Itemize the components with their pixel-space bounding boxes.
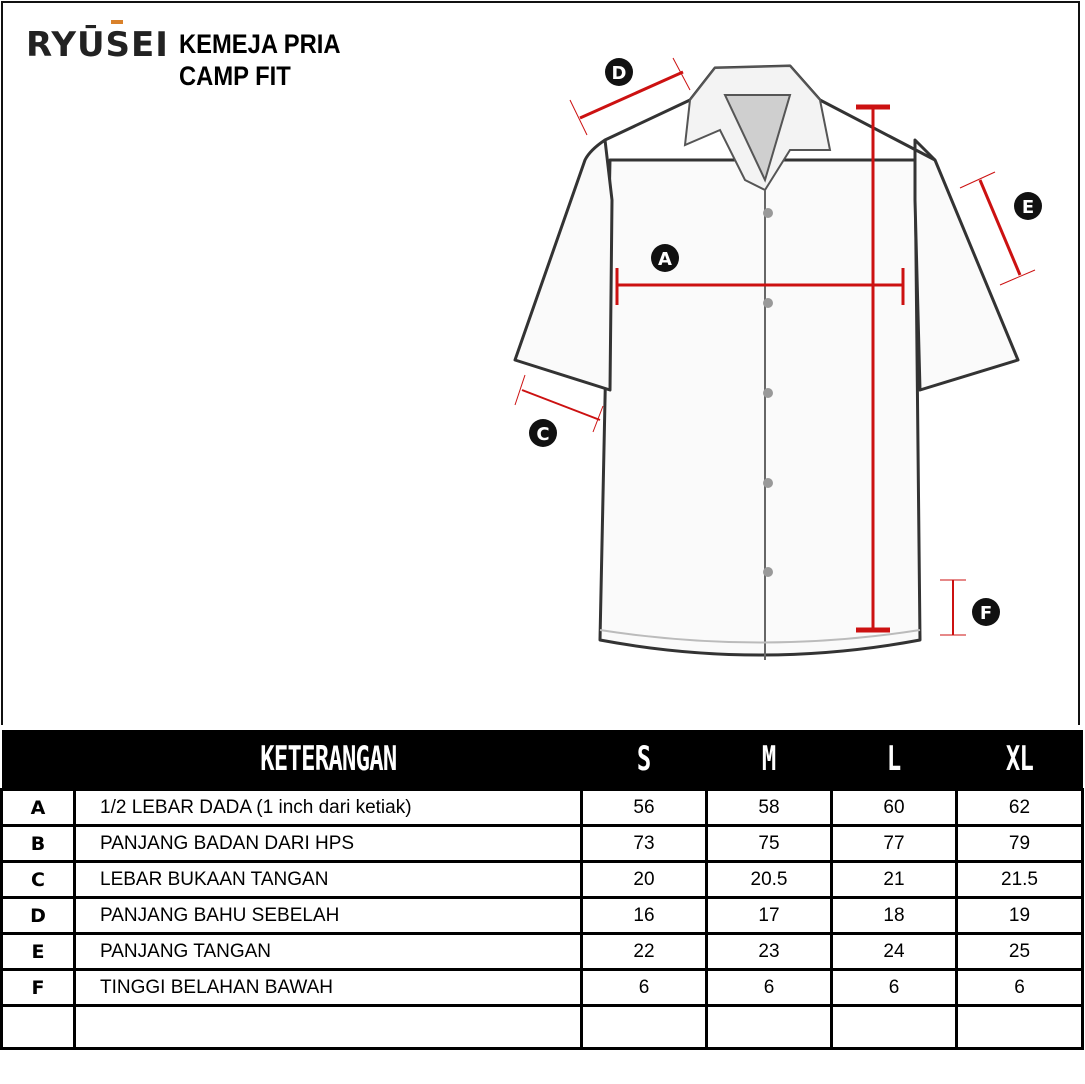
value-xl: 6: [957, 970, 1083, 1006]
brand-logo: [26, 25, 169, 65]
value-l: 6: [832, 970, 957, 1006]
logo-text: RYŪSEI: [26, 25, 169, 65]
header-size-xl: XL: [957, 730, 1083, 790]
table-row: [2, 826, 1083, 862]
value-s: 56: [582, 790, 707, 826]
badge-a: [651, 244, 679, 272]
value-m: [707, 1006, 832, 1049]
row-code: E: [2, 934, 75, 970]
value-l: [832, 1006, 957, 1049]
size-chart-table: [0, 730, 1084, 1050]
table-row: [2, 790, 1083, 826]
logo-accent-bar: [111, 20, 123, 24]
badge-d: [605, 58, 633, 86]
value-xl: 25: [957, 934, 1083, 970]
title-line-1: KEMEJA PRIA: [179, 29, 341, 59]
badge-c: [529, 419, 557, 447]
value-m: 6: [707, 970, 832, 1006]
table-header-row: [2, 730, 1083, 790]
value-xl: 62: [957, 790, 1083, 826]
value-s: [582, 1006, 707, 1049]
value-m: 17: [707, 898, 832, 934]
svg-text:C: C: [536, 424, 550, 445]
row-code: F: [2, 970, 75, 1006]
badge-e: [1014, 192, 1042, 220]
row-desc: TINGGI BELAHAN BAWAH: [75, 970, 582, 1006]
header-size-l: L: [832, 730, 957, 790]
table-row: [2, 898, 1083, 934]
value-l: 77: [832, 826, 957, 862]
header-size-s: S: [582, 730, 707, 790]
row-code: D: [2, 898, 75, 934]
row-desc: PANJANG BAHU SEBELAH: [75, 898, 582, 934]
value-m: 75: [707, 826, 832, 862]
table-row-empty: [2, 1006, 1083, 1049]
svg-text:F: F: [979, 603, 993, 624]
row-code: A: [2, 790, 75, 826]
product-title: [179, 28, 341, 92]
value-xl: [957, 1006, 1083, 1049]
table-row: [2, 934, 1083, 970]
svg-text:E: E: [1021, 197, 1035, 218]
row-desc: PANJANG TANGAN: [75, 934, 582, 970]
value-l: 18: [832, 898, 957, 934]
value-xl: 21.5: [957, 862, 1083, 898]
value-s: 16: [582, 898, 707, 934]
shirt-measurement-diagram: [500, 40, 1060, 690]
header-size-m: M: [707, 730, 832, 790]
row-desc: 1/2 LEBAR DADA (1 inch dari ketiak): [75, 790, 582, 826]
row-desc: LEBAR BUKAAN TANGAN: [75, 862, 582, 898]
value-s: 73: [582, 826, 707, 862]
title-line-2: CAMP FIT: [179, 61, 291, 91]
badge-f: [972, 598, 1000, 626]
row-desc: [75, 1006, 582, 1049]
table-row: [2, 970, 1083, 1006]
value-l: 21: [832, 862, 957, 898]
svg-text:A: A: [658, 249, 672, 270]
value-m: 20.5: [707, 862, 832, 898]
row-code: B: [2, 826, 75, 862]
value-xl: 19: [957, 898, 1083, 934]
table-row: [2, 862, 1083, 898]
row-code: [2, 1006, 75, 1049]
value-s: 20: [582, 862, 707, 898]
header-keterangan: KETERANGAN: [75, 730, 582, 790]
value-m: 58: [707, 790, 832, 826]
value-s: 22: [582, 934, 707, 970]
row-desc: PANJANG BADAN DARI HPS: [75, 826, 582, 862]
value-l: 60: [832, 790, 957, 826]
row-code: C: [2, 862, 75, 898]
value-m: 23: [707, 934, 832, 970]
value-l: 24: [832, 934, 957, 970]
value-xl: 79: [957, 826, 1083, 862]
value-s: 6: [582, 970, 707, 1006]
svg-text:D: D: [611, 63, 627, 84]
